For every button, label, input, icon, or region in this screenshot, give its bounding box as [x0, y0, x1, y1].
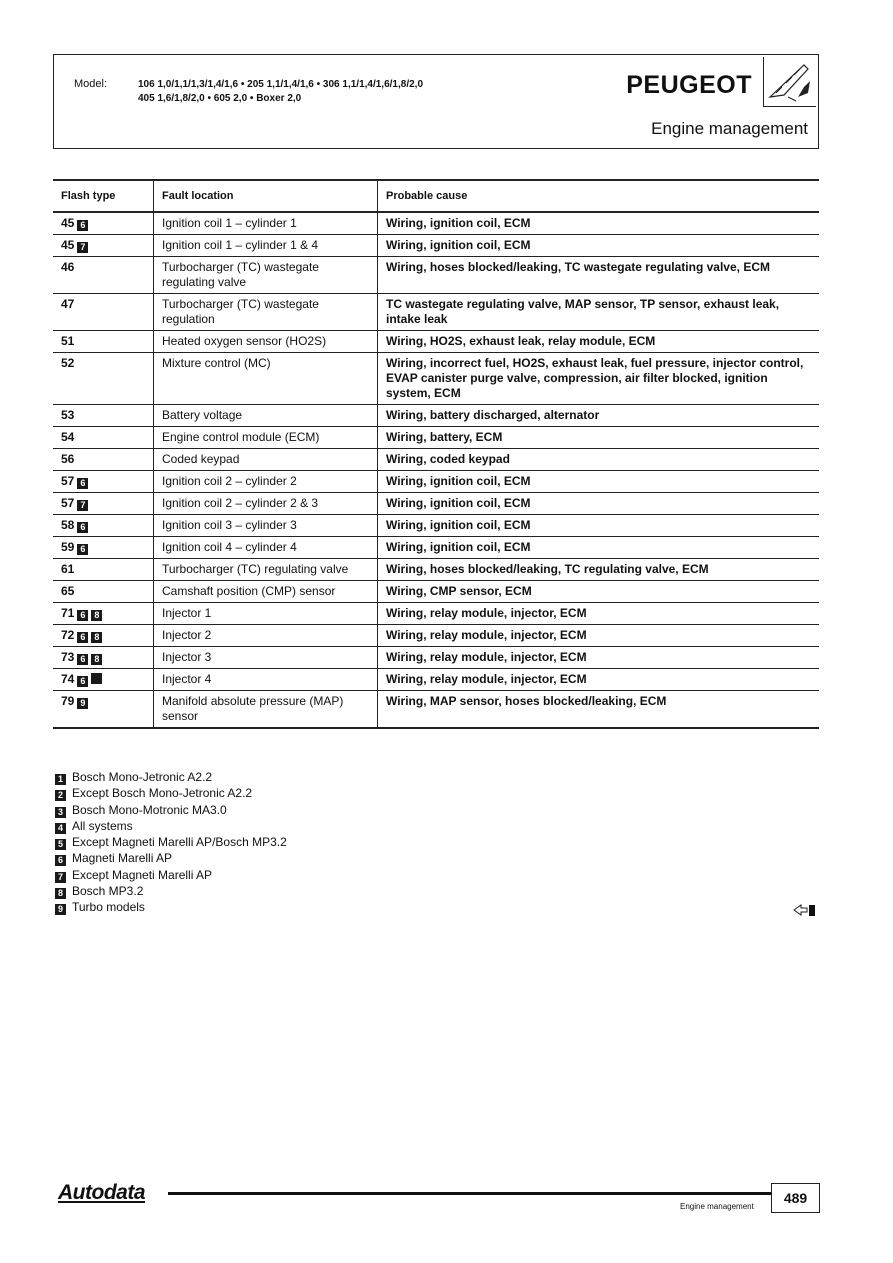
flash-type-cell: [53, 471, 154, 493]
probable-cause-cell: Wiring, ignition coil, ECM: [386, 518, 531, 532]
flash-type-cell: [53, 537, 154, 559]
fault-code-table: [53, 179, 819, 729]
footnote-badge: 9: [55, 904, 66, 915]
footnote-text: Bosch Mono-Jetronic A2.2: [72, 770, 213, 784]
footnote-badge: 7: [77, 242, 88, 253]
continue-arrow-icon: [793, 903, 817, 917]
autodata-logo: Autodata: [58, 1181, 145, 1204]
header-flash-type: Flash type: [53, 180, 154, 212]
flash-type-cell: [53, 331, 154, 353]
model-list: [138, 78, 423, 106]
probable-cause-cell: Wiring, hoses blocked/leaking, TC regulating valve, ECM: [386, 562, 709, 576]
footnote-badge: 8: [91, 610, 102, 621]
fault-location-cell: Ignition coil 1 – cylinder 1: [154, 212, 378, 235]
header-box: [53, 54, 819, 149]
table-row: [53, 647, 819, 669]
flash-type-cell: [53, 603, 154, 625]
footnote-item: [55, 834, 287, 850]
probable-cause-cell: Wiring, battery discharged, alternator: [386, 408, 600, 422]
flash-type-cell: [53, 581, 154, 603]
flash-code: 53: [61, 408, 75, 422]
footnote-item: [55, 818, 287, 834]
probable-cause-cell: Wiring, battery, ECM: [386, 430, 503, 444]
table-row: [53, 212, 819, 235]
footnote-item: [55, 769, 287, 785]
footnote-badge: 6: [77, 220, 88, 231]
header-fault-location: Fault location: [154, 180, 378, 212]
flash-code: 71: [61, 606, 75, 620]
footnote-badge: 6: [77, 632, 88, 643]
fault-location-cell: Manifold absolute pressure (MAP) sensor: [154, 691, 378, 729]
table-row: [53, 669, 819, 691]
probable-cause-cell: Wiring, ignition coil, ECM: [386, 540, 531, 554]
flash-code: 65: [61, 584, 75, 598]
flash-code: 45: [61, 216, 75, 230]
fault-location-cell: Ignition coil 4 – cylinder 4: [154, 537, 378, 559]
fault-location-cell: Ignition coil 3 – cylinder 3: [154, 515, 378, 537]
footnote-item: [55, 867, 287, 883]
table-row: [53, 471, 819, 493]
fault-location-cell: Battery voltage: [154, 405, 378, 427]
brand-name: PEUGEOT: [626, 71, 752, 99]
footnote-text: Except Magneti Marelli AP/Bosch MP3.2: [72, 835, 287, 850]
footnote-badge: 6: [55, 855, 66, 866]
table-row: [53, 581, 819, 603]
table-row: [53, 625, 819, 647]
flash-code: 57: [61, 474, 75, 488]
flash-type-cell: [53, 647, 154, 669]
table-row: [53, 353, 819, 405]
flash-type-cell: [53, 235, 154, 257]
fault-location-cell: Turbocharger (TC) regulating valve: [154, 559, 378, 581]
flash-code: 72: [61, 628, 75, 642]
footnote-badge: 1: [55, 774, 66, 785]
probable-cause-cell: TC wastegate regulating valve, MAP sensor, TP sensor, exhaust leak, intake leak: [386, 297, 780, 326]
footnote-badge: 6: [77, 544, 88, 555]
flash-code: 51: [61, 334, 75, 348]
flash-type-cell: [53, 212, 154, 235]
footnote-badge: 8: [55, 888, 66, 899]
footnote-item: [55, 899, 287, 915]
flash-code: 57: [61, 496, 75, 510]
flash-code: 58: [61, 518, 75, 532]
table-row: [53, 493, 819, 515]
probable-cause-cell: Wiring, coded keypad: [386, 452, 510, 466]
table-row: [53, 235, 819, 257]
table-row: [53, 515, 819, 537]
page-number: 489: [771, 1183, 820, 1213]
flash-type-cell: [53, 669, 154, 691]
fault-location-cell: Injector 1: [154, 603, 378, 625]
footnote-item: [55, 883, 287, 899]
probable-cause-cell: Wiring, MAP sensor, hoses blocked/leaking, ECM: [386, 694, 667, 708]
table-row: [53, 449, 819, 471]
footnote-badge: 7: [77, 500, 88, 511]
table-row: [53, 427, 819, 449]
table-row: [53, 405, 819, 427]
flash-type-cell: [53, 257, 154, 294]
flash-code: 45: [61, 238, 75, 252]
probable-cause-cell: Wiring, ignition coil, ECM: [386, 474, 531, 488]
flash-code: 59: [61, 540, 75, 554]
footnote-text: Turbo models: [72, 900, 145, 915]
flash-type-cell: [53, 427, 154, 449]
footnote-text: Magneti Marelli AP: [72, 851, 173, 866]
flash-type-cell: [53, 449, 154, 471]
footnote-badge: 6: [77, 676, 88, 687]
fault-location-cell: Injector 2: [154, 625, 378, 647]
probable-cause-cell: Wiring, relay module, injector, ECM: [386, 672, 587, 686]
table-row: [53, 603, 819, 625]
flash-type-cell: [53, 691, 154, 729]
probable-cause-cell: Wiring, ignition coil, ECM: [386, 496, 531, 510]
flash-code: 47: [61, 297, 75, 311]
flash-type-cell: [53, 294, 154, 331]
footnote-badge: 5: [55, 839, 66, 850]
fault-location-cell: Ignition coil 2 – cylinder 2: [154, 471, 378, 493]
flash-type-cell: [53, 515, 154, 537]
footnote-text: Bosch Mono-Motronic MA3.0: [72, 802, 227, 817]
fault-location-cell: Engine control module (ECM): [154, 427, 378, 449]
footnote-text: Except Bosch Mono-Jetronic A2.2: [72, 786, 253, 801]
probable-cause-cell: Wiring, HO2S, exhaust leak, relay module, ECM: [386, 334, 656, 348]
flash-code: 79: [61, 694, 75, 708]
footnote-badge: 3: [55, 807, 66, 818]
table-header-row: [53, 180, 819, 212]
footnote-badge: [91, 673, 102, 684]
footnote-badge: 6: [77, 610, 88, 621]
fault-location-cell: Turbocharger (TC) wastegate regulation: [154, 294, 378, 331]
model-line-1: 106 1,0/1,1/1,3/1,4/1,6 • 205 1,1/1,4/1,6 • 306 1,1/1,4/1,6/1,8/2,0: [138, 79, 424, 90]
flash-type-cell: [53, 625, 154, 647]
footnote-list: [55, 769, 287, 916]
probable-cause-cell: Wiring, relay module, injector, ECM: [386, 606, 587, 620]
footnote-item: [55, 802, 287, 818]
footnote-text: All systems: [72, 818, 133, 833]
probable-cause-cell: Wiring, relay module, injector, ECM: [386, 650, 587, 664]
fault-location-cell: Heated oxygen sensor (HO2S): [154, 331, 378, 353]
table-row: [53, 559, 819, 581]
footnote-badge: 8: [91, 632, 102, 643]
probable-cause-cell: Wiring, ignition coil, ECM: [386, 216, 531, 230]
footnote-text: Except Magneti Marelli AP: [72, 867, 213, 882]
flash-type-cell: [53, 493, 154, 515]
footnote-badge: 7: [55, 872, 66, 883]
fault-location-cell: Ignition coil 2 – cylinder 2 & 3: [154, 493, 378, 515]
fault-location-cell: Camshaft position (CMP) sensor: [154, 581, 378, 603]
flash-type-cell: [53, 405, 154, 427]
fault-location-cell: Coded keypad: [154, 449, 378, 471]
probable-cause-cell: Wiring, hoses blocked/leaking, TC wastegate regulating valve, ECM: [386, 260, 770, 274]
header-probable-cause: Probable cause: [386, 189, 468, 202]
lion-logo-icon: [763, 57, 816, 107]
table-row: [53, 537, 819, 559]
footnote-badge: 6: [77, 522, 88, 533]
fault-location-cell: Injector 3: [154, 647, 378, 669]
flash-code: 56: [61, 452, 75, 466]
flash-code: 52: [61, 356, 75, 370]
probable-cause-cell: Wiring, incorrect fuel, HO2S, exhaust leak, fuel pressure, injector control, EVAP canister purge valve, compression, air filter blocked, ignition system, ECM: [386, 356, 804, 400]
footnote-text: Bosch MP3.2: [72, 884, 144, 899]
table-row: [53, 257, 819, 294]
probable-cause-cell: Wiring, relay module, injector, ECM: [386, 628, 587, 642]
flash-code: 73: [61, 650, 75, 664]
footer-rule: [168, 1192, 771, 1195]
flash-code: 74: [61, 672, 75, 686]
footer-section: Engine management: [680, 1202, 754, 1211]
footnote-badge: 6: [77, 654, 88, 665]
table-row: [53, 294, 819, 331]
model-label: Model:: [74, 78, 108, 90]
section-title: Engine management: [651, 119, 808, 138]
footnote-item: [55, 785, 287, 801]
flash-type-cell: [53, 353, 154, 405]
fault-location-cell: Turbocharger (TC) wastegate regulating valve: [154, 257, 378, 294]
flash-code: 54: [61, 430, 75, 444]
probable-cause-cell: Wiring, ignition coil, ECM: [386, 238, 531, 252]
flash-code: 46: [61, 260, 75, 274]
table-row: [53, 331, 819, 353]
footnote-badge: 9: [77, 698, 88, 709]
footnote-badge: 2: [55, 790, 66, 801]
flash-type-cell: [53, 559, 154, 581]
footnote-badge: 6: [77, 478, 88, 489]
footnote-badge: 4: [55, 823, 66, 834]
fault-location-cell: Mixture control (MC): [154, 353, 378, 405]
footnote-item: [55, 850, 287, 866]
probable-cause-cell: Wiring, CMP sensor, ECM: [386, 584, 532, 598]
flash-code: 61: [61, 562, 75, 576]
table-row: [53, 691, 819, 729]
footnote-badge: 8: [91, 654, 102, 665]
fault-location-cell: Injector 4: [154, 669, 378, 691]
model-line-2: 405 1,6/1,8/2,0 • 605 2,0 • Boxer 2,0: [138, 93, 302, 104]
fault-location-cell: Ignition coil 1 – cylinder 1 & 4: [154, 235, 378, 257]
